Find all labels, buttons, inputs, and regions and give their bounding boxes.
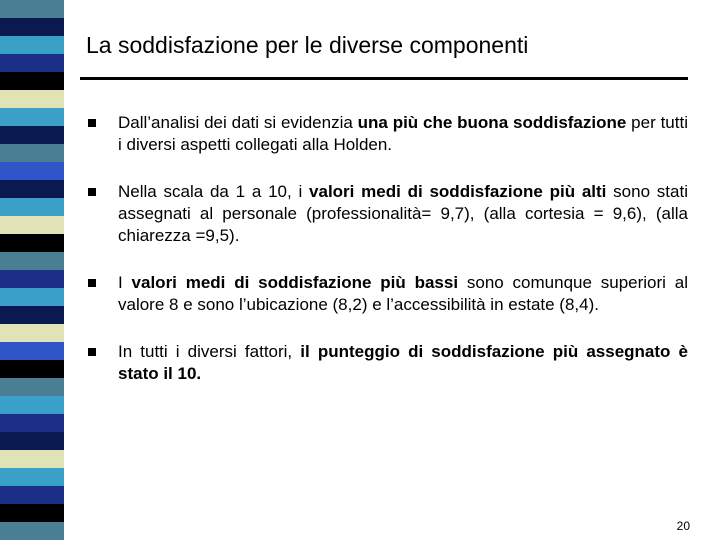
stripe-block [0,72,64,90]
stripe-block [0,90,64,108]
text-segment: Nella scala da 1 a 10, i [118,182,310,201]
bold-segment: valori medi di soddisfazione più alti [309,182,607,201]
stripe-block [0,324,64,342]
stripe-block [0,180,64,198]
stripe-block [0,306,64,324]
square-bullet-icon [88,188,96,196]
stripe-block [0,198,64,216]
stripe-block [0,234,64,252]
stripe-block [0,468,64,486]
bullet-list [88,112,688,410]
stripe-block [0,18,64,36]
text-segment: sono comunque superiori al valore 8 e sono l’ubicazione (8,2) e l’accessibilità in estate (8,4). [118,273,688,314]
stripe-block [0,216,64,234]
bold-segment: una più che buona soddisfazione [357,113,627,132]
decorative-stripe [0,0,64,540]
bullet-text [118,341,688,385]
square-bullet-icon [88,279,96,287]
bold-segment: valori medi di soddisfazione più bassi [131,273,459,292]
square-bullet-icon [88,119,96,127]
text-segment: I [118,273,132,292]
stripe-block [0,108,64,126]
stripe-block [0,252,64,270]
stripe-block [0,432,64,450]
text-segment: In tutti i diversi fattori, [118,342,301,361]
stripe-block [0,486,64,504]
stripe-block [0,36,64,54]
stripe-block [0,342,64,360]
bullet-item [88,341,688,385]
title-underline [80,77,688,80]
text-segment: sono stati assegnati al personale (professionalità= 9,7), (alla cortesia = 9,6), (alla chiarezza =9,5). [118,182,688,245]
bullet-item [88,112,688,156]
bullet-item [88,181,688,247]
stripe-block [0,288,64,306]
bold-segment: il punteggio di soddisfazione più assegnato è stato il 10. [118,342,688,383]
bullet-text [118,112,688,156]
stripe-block [0,270,64,288]
stripe-block [0,162,64,180]
stripe-block [0,0,64,18]
stripe-block [0,360,64,378]
stripe-block [0,504,64,522]
text-segment: per tutti i diversi aspetti collegati alla Holden. [118,113,688,154]
bullet-text [118,272,688,316]
text-segment: Dall’analisi dei dati si evidenzia [118,113,358,132]
stripe-block [0,126,64,144]
stripe-block [0,522,64,540]
stripe-block [0,54,64,72]
bullet-item [88,272,688,316]
stripe-block [0,450,64,468]
bullet-text [118,181,688,247]
stripe-block [0,378,64,396]
square-bullet-icon [88,348,96,356]
stripe-block [0,396,64,414]
slide-title: La soddisfazione per le diverse componenti [86,32,529,58]
page-number: 20 [676,519,690,533]
stripe-block [0,144,64,162]
stripe-block [0,414,64,432]
